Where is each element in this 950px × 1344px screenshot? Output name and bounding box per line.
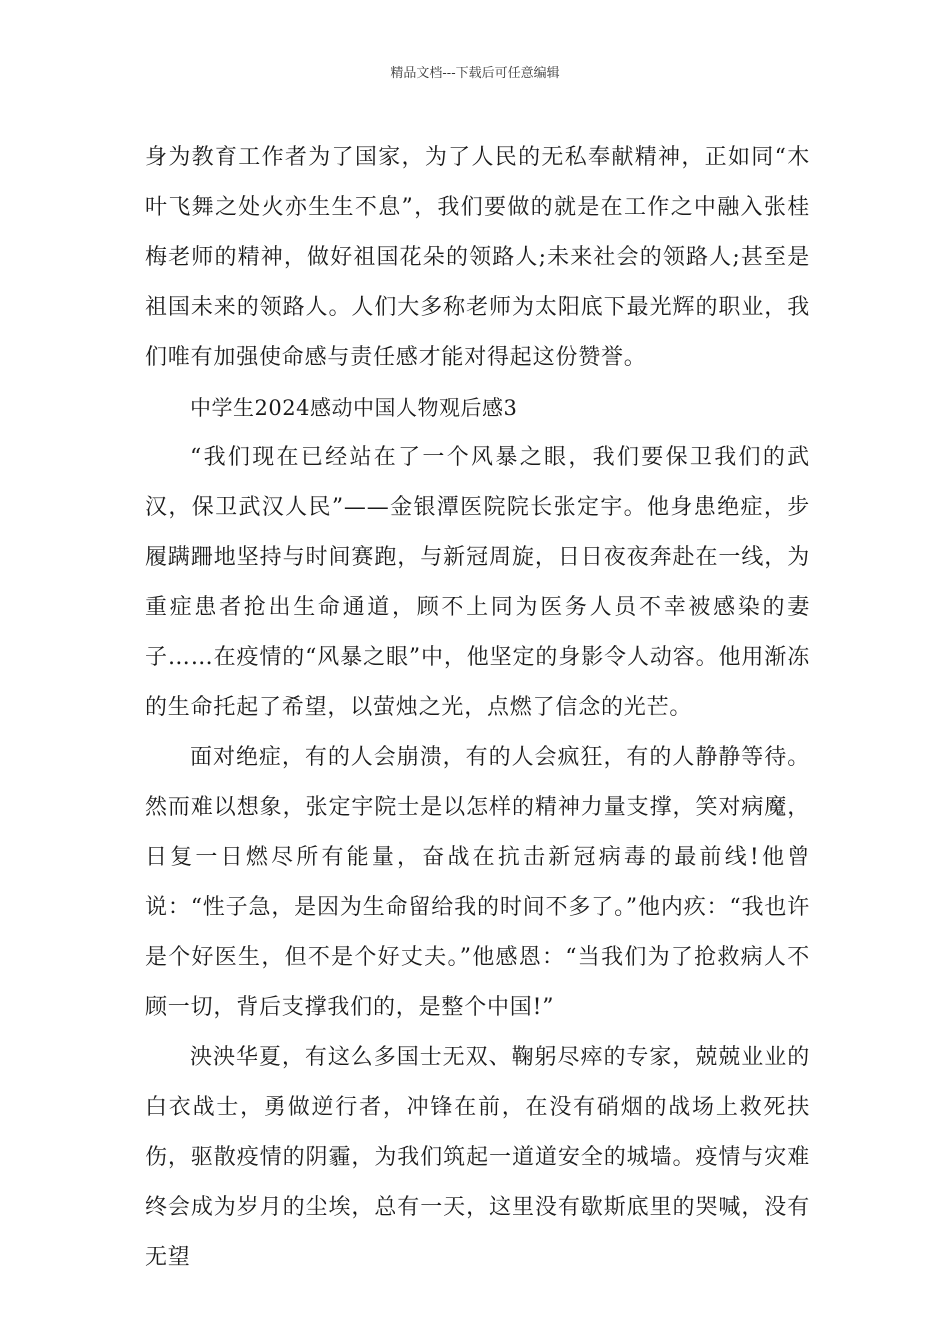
paragraph-2: “我们现在已经站在了一个风暴之眼，我们要保卫我们的武汉，保卫武汉人民”——金银潭医院院长张定宇。他身患绝症，步履蹒跚地坚持与时间赛跑，与新冠周旋，日日夜夜奔赴在一线，为重症患者抢出生命通道，顾不上同为医务人员不幸被感染的妻子……在疫情的“风暴之眼”中，他坚定的身影令人动容。他用渐冻的生命托起了希望，以萤烛之光，点燃了信念的光芒。 — [145, 445, 810, 720]
page-header: 精品文档---下载后可任意编辑 — [390, 66, 560, 81]
document-body — [145, 133, 810, 1283]
section-heading: 中学生2024感动中国人物观后感3 — [190, 396, 518, 420]
paragraph-4: 泱泱华夏，有这么多国士无双、鞠躬尽瘁的专家，兢兢业业的白衣战士，勇做逆行者，冲锋在前，在没有硝烟的战场上救死扶伤，驱散疫情的阴霾，为我们筑起一道道安全的城墙。疫情与灾难终会成为岁月的尘埃，总有一天，这里没有歇斯底里的哭喊，没有无望 — [145, 1045, 810, 1270]
paragraph-1: 身为教育工作者为了国家，为了人民的无私奉献精神，正如同“木叶飞舞之处火亦生生不息”，我们要做的就是在工作之中融入张桂梅老师的精神，做好祖国花朵的领路人;未来社会的领路人;甚至是祖国未来的领路人。人们大多称老师为太阳底下最光辉的职业，我们唯有加强使命感与责任感才能对得起这份赞誉。 — [145, 145, 810, 370]
paragraph-3: 面对绝症，有的人会崩溃，有的人会疯狂，有的人静静等待。然而难以想象，张定宇院士是以怎样的精神力量支撑，笑对病魔，日复一日燃尽所有能量，奋战在抗击新冠病毒的最前线!他曾说：“性子急，是因为生命留给我的时间不多了。”他内疚：“我也许是个好医生，但不是个好丈夫。”他感恩：“当我们为了抢救病人不顾一切，背后支撑我们的，是整个中国!” — [145, 745, 810, 1020]
